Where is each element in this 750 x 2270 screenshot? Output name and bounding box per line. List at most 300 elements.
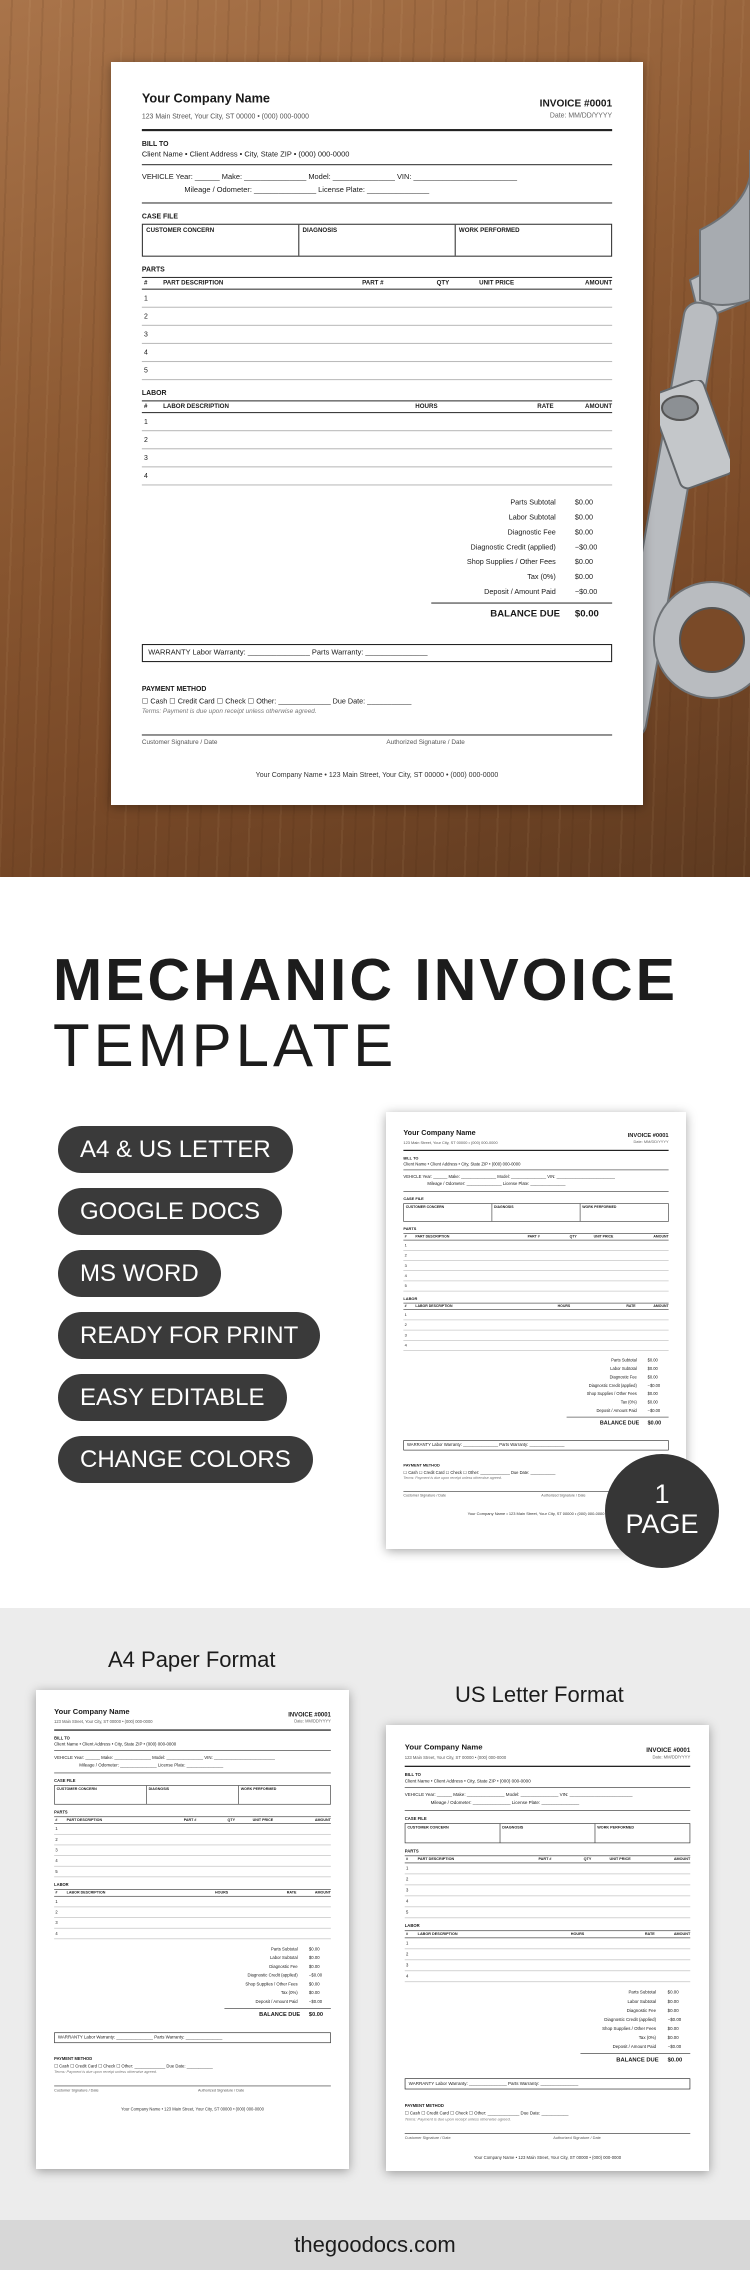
labor-label: LABOR [54, 1882, 69, 1888]
a4-format-label: A4 Paper Format [108, 1647, 276, 1672]
warranty-box: WARRANTY Labor Warranty: _______________ Parts Warranty: _______________ [403, 1440, 668, 1450]
total-value: $0.00 [667, 2008, 679, 2013]
table-row [403, 1271, 668, 1281]
table-row [405, 1885, 691, 1896]
total-value: $0.00 [308, 1964, 320, 1969]
col-header: # [143, 280, 148, 287]
payment-options: ☐ Cash ☐ Credit Card ☐ Check ☐ Other: _____________ Due Date: ___________ [141, 698, 412, 706]
table-row [403, 1330, 668, 1340]
balance-due [567, 1417, 669, 1426]
document-footer: Your Company Name • 123 Main Street, Your City, ST 00000 • (000) 000-0000 [255, 771, 499, 780]
vehicle-line-2: Mileage / Odometer: _______________ License Plate: _______________ [427, 1182, 566, 1187]
col-header: QTY [583, 1857, 592, 1862]
col-header: AMOUNT [585, 280, 613, 287]
row-number: 1 [143, 294, 148, 302]
row-number: 4 [404, 1343, 407, 1348]
total-label: Parts Subtotal [611, 1358, 637, 1363]
totals-block [431, 495, 612, 618]
total-value: $0.00 [308, 1955, 320, 1961]
row-number: 3 [406, 1963, 409, 1968]
table-row [405, 1938, 691, 1949]
row-number: 5 [406, 1910, 409, 1915]
row-number: 5 [55, 1869, 58, 1874]
feature-pill: GOOGLE DOCS [58, 1188, 282, 1235]
labor-table-header [403, 1303, 668, 1310]
divider [403, 1170, 668, 1171]
row-number: 3 [404, 1333, 407, 1338]
feature-pill: A4 & US LETTER [58, 1126, 293, 1173]
payment-method-label: PAYMENT METHOD [54, 2056, 93, 2062]
invoice-date: Date: MM/DD/YYYY [652, 1755, 691, 1760]
col-header: LABOR DESCRIPTION [163, 403, 229, 410]
total-label: Labor Subtotal [610, 1366, 637, 1371]
warranty-box: WARRANTY Labor Warranty: _______________ Parts Warranty: _______________ [54, 2032, 331, 2043]
invoice-document [386, 1725, 709, 2171]
total-line [431, 555, 612, 570]
divider [142, 164, 612, 165]
table-row [54, 1918, 331, 1929]
bill-to-label: BILL TO [404, 1772, 421, 1778]
total-value: $0.00 [574, 498, 594, 507]
total-label: Tax (0%) [638, 2035, 657, 2040]
vehicle-line-2: Mileage / Odometer: _______________ License Plate: _______________ [79, 1763, 224, 1768]
invoice-preview-main [111, 62, 643, 805]
document-footer: Your Company Name • 123 Main Street, Your City, ST 00000 • (000) 000-0000 [473, 2155, 622, 2161]
page-count-badge [605, 1454, 719, 1568]
socket-icon [660, 380, 730, 490]
total-label: Labor Subtotal [508, 513, 556, 522]
parts-table-header [54, 1816, 331, 1824]
col-header: HOURS [415, 403, 438, 410]
col-header: PART DESCRIPTION [66, 1818, 103, 1823]
total-label: Deposit / Amount Paid [612, 2044, 657, 2049]
total-line [580, 2006, 690, 2015]
payment-terms: Terms: Payment is due upon receipt unless otherwise agreed. [404, 2117, 511, 2122]
total-line [224, 1971, 330, 1980]
title-line-2: TEMPLATE [53, 1012, 398, 1079]
table-row [54, 1835, 331, 1846]
row-number: 3 [404, 1263, 407, 1268]
labor-label: LABOR [404, 1923, 420, 1929]
total-line [431, 570, 612, 585]
customer-signature: Customer Signature / Date [141, 739, 218, 747]
signature-line [405, 2133, 691, 2140]
total-label: Diagnostic Fee [269, 1964, 298, 1969]
table-row [54, 1867, 331, 1878]
total-line [567, 1381, 669, 1389]
col-header: PART DESCRIPTION [417, 1857, 455, 1862]
vehicle-line-2: Mileage / Odometer: _______________ License Plate: _______________ [184, 186, 430, 194]
customer-signature: Customer Signature / Date [404, 2136, 451, 2141]
total-value: $0.00 [667, 1990, 679, 1995]
total-label: Labor Subtotal [269, 1955, 298, 1961]
divider [405, 1810, 691, 1811]
authorized-signature: Authorized Signature / Date [386, 739, 465, 747]
table-row [403, 1281, 668, 1291]
vehicle-line: VEHICLE Year: ______ Make: _______________ Model: _______________ VIN: _________________________ [141, 173, 518, 182]
col-header: # [406, 1857, 409, 1862]
balance-due [580, 2053, 690, 2063]
col-header: AMOUNT [673, 1932, 691, 1937]
row-number: 4 [55, 1858, 58, 1864]
total-label: Tax (0%) [527, 573, 556, 581]
row-number: 2 [143, 435, 148, 444]
header-divider [403, 1150, 668, 1151]
parts-table-header [405, 1855, 691, 1863]
row-number: 3 [55, 1920, 58, 1926]
case-file-box [405, 1823, 691, 1843]
invoice-number: INVOICE #0001 [539, 98, 613, 110]
total-line [567, 1390, 669, 1398]
case-col: CUSTOMER CONCERN [55, 1786, 147, 1804]
vehicle-line: VEHICLE Year: ______ Make: _______________ Model: _______________ VIN: _________________________ [404, 1792, 633, 1798]
row-number: 4 [143, 348, 148, 357]
total-value: −$0.00 [647, 1408, 661, 1413]
total-value: −$0.00 [667, 2017, 682, 2022]
total-line [567, 1398, 669, 1406]
letter-format-label: US Letter Format [455, 1682, 624, 1707]
feature-pill: MS WORD [58, 1250, 221, 1297]
bill-to-label: BILL TO [141, 140, 169, 149]
total-value: $0.00 [647, 1391, 658, 1397]
balance-value: $0.00 [574, 607, 599, 619]
total-line [224, 1997, 330, 2006]
case-col: CUSTOMER CONCERN [404, 1204, 492, 1221]
totals-block [224, 1945, 330, 2018]
divider [403, 1191, 668, 1192]
total-line [567, 1407, 669, 1415]
total-value: −$0.00 [667, 2044, 682, 2049]
row-number: 3 [143, 330, 148, 339]
bill-to-value: Client Name • Client Address • City, State ZIP • (000) 000-0000 [54, 1742, 177, 1747]
vehicle-line: VEHICLE Year: ______ Make: _______________ Model: _______________ VIN: _________________________ [54, 1755, 275, 1761]
company-name: Your Company Name [403, 1128, 476, 1137]
table-row [142, 431, 612, 449]
total-line [224, 1954, 330, 1963]
header-divider [405, 1766, 691, 1767]
total-label: Shop Supplies / Other Fees [466, 558, 556, 566]
divider [142, 202, 612, 203]
customer-signature: Customer Signature / Date [54, 2088, 99, 2093]
col-header: # [404, 1235, 407, 1239]
authorized-signature: Authorized Signature / Date [553, 2136, 601, 2141]
hero-section [0, 0, 750, 877]
col-header: RATE [626, 1304, 636, 1309]
case-col: CUSTOMER CONCERN [405, 1824, 500, 1843]
company-address: 123 Main Street, Your City, ST 00000 • (000) 000-0000 [141, 113, 309, 121]
total-value: $0.00 [308, 1990, 320, 1996]
payment-method-label: PAYMENT METHOD [141, 685, 207, 693]
case-file-box [142, 224, 612, 257]
total-label: Diagnostic Fee [626, 2008, 657, 2013]
labor-table-header [54, 1889, 331, 1897]
document-footer: Your Company Name • 123 Main Street, Your City, ST 00000 • (000) 000-0000 [467, 1512, 605, 1517]
invoice-date: Date: MM/DD/YYYY [294, 1719, 331, 1724]
total-line [431, 525, 612, 540]
header-divider [54, 1729, 331, 1730]
col-header: # [406, 1932, 409, 1937]
table-row [405, 1874, 691, 1885]
table-row [403, 1341, 668, 1351]
labor-table-header [142, 400, 612, 413]
col-header: AMOUNT [314, 1890, 331, 1895]
total-line [580, 2042, 690, 2051]
header-divider [142, 129, 612, 131]
balance-due [224, 2008, 330, 2017]
total-line [567, 1373, 669, 1381]
bill-to-label: BILL TO [403, 1156, 419, 1161]
badge-number: 1 [654, 1479, 670, 1509]
balance-value: $0.00 [667, 2056, 683, 2063]
divider [54, 1750, 331, 1751]
table-row [405, 1863, 691, 1874]
row-number: 4 [404, 1273, 407, 1278]
col-header: PART DESCRIPTION [415, 1235, 450, 1239]
parts-label: PARTS [141, 266, 165, 274]
total-value: $0.00 [574, 573, 594, 581]
total-value: $0.00 [574, 528, 594, 537]
company-address: 123 Main Street, Your City, ST 00000 • (000) 000-0000 [404, 1756, 507, 1761]
col-header: HOURS [215, 1890, 229, 1895]
total-label: Diagnostic Credit (applied) [470, 543, 556, 551]
total-value: $0.00 [647, 1400, 658, 1405]
payment-options: ☐ Cash ☐ Credit Card ☐ Check ☐ Other: _____________ Due Date: ___________ [54, 2064, 213, 2069]
total-value: −$0.00 [308, 1973, 323, 1978]
col-header: HOURS [557, 1304, 571, 1309]
total-label: Diagnostic Credit (applied) [247, 1973, 298, 1978]
total-label: Tax (0%) [280, 1990, 298, 1996]
col-header: AMOUNT [314, 1818, 331, 1823]
table-row [403, 1261, 668, 1271]
table-row [405, 1949, 691, 1960]
total-line [567, 1356, 669, 1364]
col-header: # [55, 1890, 58, 1895]
col-header: RATE [537, 403, 554, 410]
col-header: LABOR DESCRIPTION [415, 1304, 453, 1309]
table-row [405, 1907, 691, 1918]
case-file-box [54, 1785, 331, 1804]
row-number: 1 [404, 1312, 407, 1317]
company-name: Your Company Name [54, 1706, 130, 1716]
table-row [142, 449, 612, 467]
table-row [142, 344, 612, 362]
company-address: 123 Main Street, Your City, ST 00000 • (000) 000-0000 [54, 1720, 153, 1725]
col-header: LABOR DESCRIPTION [66, 1890, 106, 1895]
labor-label: LABOR [141, 389, 167, 398]
vehicle-line-2: Mileage / Odometer: _______________ License Plate: _______________ [430, 1800, 580, 1806]
total-value: $0.00 [647, 1358, 658, 1363]
row-number: 2 [404, 1253, 407, 1258]
total-label: Diagnostic Credit (applied) [588, 1383, 637, 1388]
total-label: Deposit / Amount Paid [484, 588, 556, 596]
total-label: Shop Supplies / Other Fees [586, 1391, 637, 1397]
payment-terms: Terms: Payment is due upon receipt unless otherwise agreed. [54, 2070, 157, 2075]
case-col: WORK PERFORMED [458, 227, 520, 235]
col-header: UNIT PRICE [479, 280, 515, 287]
col-header: HOURS [570, 1932, 585, 1937]
table-row [142, 413, 612, 431]
parts-table-header [142, 277, 612, 290]
case-col: CUSTOMER CONCERN [143, 225, 299, 256]
row-number: 4 [406, 1974, 409, 1979]
case-file-label: CASE FILE [404, 1816, 427, 1822]
total-value: −$0.00 [574, 588, 598, 596]
table-row [403, 1240, 668, 1250]
total-value: −$0.00 [647, 1383, 661, 1388]
authorized-signature: Authorized Signature / Date [541, 1494, 586, 1498]
col-header: QTY [436, 280, 450, 287]
row-number: 1 [55, 1899, 58, 1904]
table-row [54, 1907, 331, 1918]
col-header: PART # [538, 1857, 552, 1862]
total-line [431, 495, 612, 510]
totals-block [567, 1356, 669, 1426]
col-header: QTY [227, 1818, 236, 1823]
case-col: DIAGNOSIS [492, 1204, 580, 1221]
parts-table-header [403, 1233, 668, 1240]
table-row [142, 290, 612, 308]
total-label: Diagnostic Fee [609, 1375, 637, 1380]
table-row [142, 467, 612, 485]
col-header: QTY [569, 1235, 577, 1239]
total-line [224, 1989, 330, 1998]
total-label: Shop Supplies / Other Fees [602, 2026, 657, 2031]
case-file-label: CASE FILE [403, 1197, 424, 1202]
balance-value: $0.00 [647, 1419, 662, 1426]
total-label: Deposit / Amount Paid [596, 1408, 637, 1413]
feature-pill: EASY EDITABLE [58, 1374, 287, 1421]
table-row [54, 1856, 331, 1867]
row-number: 2 [143, 312, 148, 321]
total-value: $0.00 [574, 513, 594, 522]
bill-to-value: Client Name • Client Address • City, State ZIP • (000) 000-0000 [403, 1162, 521, 1167]
case-col: DIAGNOSIS [500, 1824, 595, 1843]
col-header: AMOUNT [653, 1304, 669, 1309]
col-header: PART # [527, 1235, 540, 1239]
bill-to-value: Client Name • Client Address • City, State ZIP • (000) 000-0000 [404, 1779, 531, 1784]
total-line [580, 1997, 690, 2006]
labor-table-header [405, 1930, 691, 1938]
case-col: DIAGNOSIS [147, 1786, 239, 1804]
col-header: PART DESCRIPTION [163, 280, 224, 287]
signature-line [54, 2086, 331, 2093]
col-header: UNIT PRICE [252, 1818, 274, 1823]
invoice-number: INVOICE #0001 [288, 1711, 331, 1719]
total-value: $0.00 [667, 2026, 679, 2031]
invoice-document [36, 1690, 349, 2146]
table-row [142, 362, 612, 380]
case-col: WORK PERFORMED [582, 1205, 617, 1210]
warranty-box: WARRANTY Labor Warranty: _______________ Parts Warranty: _______________ [142, 644, 612, 662]
total-line [224, 1980, 330, 1989]
total-line [431, 584, 612, 599]
invoice-date: Date: MM/DD/YYYY [633, 1140, 669, 1145]
col-header: PART # [183, 1818, 197, 1823]
total-line [224, 1962, 330, 1971]
col-header: RATE [286, 1890, 297, 1895]
total-value: −$0.00 [574, 543, 598, 551]
balance-due [431, 603, 612, 619]
col-header: # [55, 1818, 58, 1823]
col-header: RATE [644, 1932, 655, 1937]
invoice-preview-letter [386, 1725, 709, 2171]
document-footer: Your Company Name • 123 Main Street, Your City, ST 00000 • (000) 000-0000 [121, 2107, 264, 2112]
total-value: $0.00 [574, 558, 594, 566]
balance-value: $0.00 [308, 2011, 324, 2018]
total-value: −$0.00 [308, 1999, 323, 2004]
site-footer: thegoodocs.com [0, 2220, 750, 2270]
table-row [54, 1929, 331, 1940]
case-file-label: CASE FILE [141, 213, 178, 221]
table-row [405, 1960, 691, 1971]
company-name: Your Company Name [141, 90, 271, 106]
total-label: Diagnostic Credit (applied) [604, 2017, 657, 2022]
parts-label: PARTS [404, 1849, 419, 1854]
row-number: 2 [55, 1910, 58, 1915]
total-value: $0.00 [308, 1946, 320, 1952]
case-col: WORK PERFORMED [597, 1825, 635, 1830]
authorized-signature: Authorized Signature / Date [198, 2088, 245, 2093]
total-line [224, 1945, 330, 1954]
total-label: Parts Subtotal [628, 1990, 657, 1995]
balance-label: BALANCE DUE [259, 2011, 301, 2018]
table-row [142, 326, 612, 344]
row-number: 1 [404, 1243, 407, 1248]
table-row [403, 1310, 668, 1320]
warranty-box: WARRANTY Labor Warranty: _______________ Parts Warranty: _______________ [405, 2078, 691, 2089]
table-row [405, 1896, 691, 1907]
row-number: 1 [406, 1866, 409, 1871]
table-row [54, 1897, 331, 1908]
total-line [580, 2024, 690, 2033]
total-value: $0.00 [647, 1366, 658, 1371]
row-number: 5 [143, 366, 148, 375]
total-line [431, 510, 612, 525]
badge-label: PAGE [625, 1509, 699, 1539]
customer-signature: Customer Signature / Date [403, 1494, 447, 1498]
balance-label: BALANCE DUE [490, 607, 561, 619]
payment-method-label: PAYMENT METHOD [404, 2103, 444, 2109]
row-number: 1 [406, 1941, 409, 1946]
signature-line [142, 734, 612, 746]
payment-terms: Terms: Payment is due upon receipt unless otherwise agreed. [141, 708, 317, 716]
col-header: # [143, 403, 148, 410]
row-number: 3 [55, 1848, 58, 1853]
bill-to-value: Client Name • Client Address • City, State ZIP • (000) 000-0000 [141, 151, 350, 159]
col-header: # [404, 1304, 407, 1309]
col-header: LABOR DESCRIPTION [417, 1932, 458, 1937]
invoice-number: INVOICE #0001 [646, 1746, 691, 1755]
invoice-document [111, 62, 643, 805]
total-value: $0.00 [647, 1375, 658, 1380]
total-label: Deposit / Amount Paid [255, 1999, 298, 2004]
total-label: Parts Subtotal [510, 498, 556, 507]
row-number: 4 [55, 1931, 58, 1936]
col-header: UNIT PRICE [593, 1235, 614, 1239]
case-file-label: CASE FILE [54, 1778, 76, 1784]
row-number: 1 [55, 1826, 58, 1832]
labor-label: LABOR [403, 1296, 418, 1301]
total-value: $0.00 [308, 1982, 320, 1987]
case-col: DIAGNOSIS [299, 225, 455, 256]
row-number: 3 [406, 1888, 409, 1893]
vehicle-line: VEHICLE Year: ______ Make: _______________ Model: _______________ VIN: _________________________ [403, 1175, 615, 1180]
total-value: $0.00 [667, 2035, 679, 2040]
col-header: PART # [362, 280, 384, 287]
table-row [142, 308, 612, 326]
col-header: AMOUNT [673, 1857, 691, 1862]
divider [405, 1787, 691, 1788]
